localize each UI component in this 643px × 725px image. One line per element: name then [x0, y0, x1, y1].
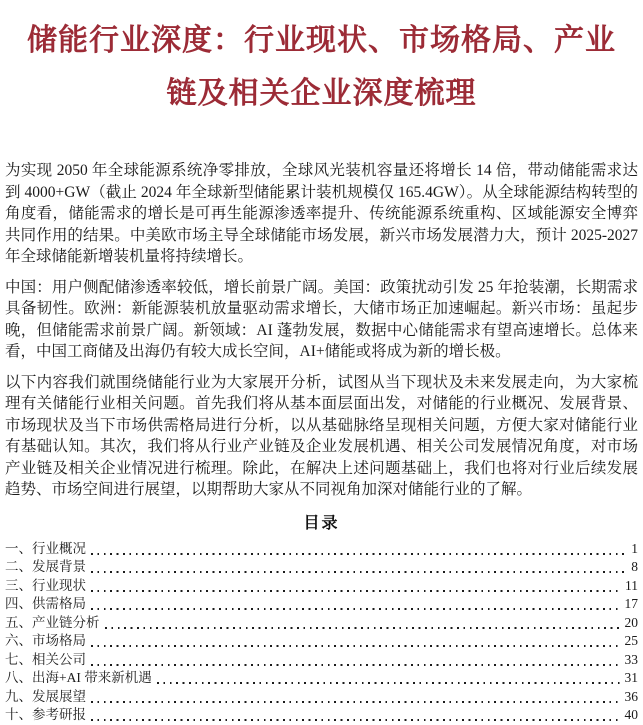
toc-page-number: 17 [624, 596, 638, 611]
report-title [5, 14, 638, 120]
report-title-line-1: 储能行业深度：行业现状、市场格局、产业 [27, 24, 616, 57]
toc-page-number: 1 [631, 540, 638, 556]
toc-item-industry-chain[interactable] [5, 614, 638, 633]
executive-summary [5, 160, 638, 501]
toc-dot-leader [91, 558, 627, 577]
paragraph-global-storage-demand: 为实现 2050 年全球能源系统净零排放，全球风光装机容量还将增长 14 倍，带动储能需求达到 4000+GW（截止 2024 年全球新型储能累计装机规模仅 165.4GW）。从全球能源结构转型的角度看，储能需求的增长是可再生能源渗透率提升、传统能源系统重构、区域能源安全博弈共同作用的结果。中美欧市场主导全球储能市场发展，新兴市场发展潜力大，预计 2025-2027 年全球储能新增装机量将持续增长。 [5, 162, 638, 265]
toc-item-label: 十、参考研报 [5, 707, 86, 722]
toc-dot-leader [91, 577, 621, 596]
toc-item-overseas-ai-opportunities[interactable] [5, 669, 638, 688]
toc-item-industry-overview[interactable] [5, 540, 638, 559]
toc-item-label: 六、市场格局 [5, 633, 86, 648]
toc-dot-leader [157, 669, 621, 688]
paragraph-regional-markets: 中国：用户侧配储渗透率较低，增长前景广阔。美国：政策扰动引发 25 年抢装潮，长期需求具备韧性。欧洲：新能源装机放量驱动需求增长，大储市场正加速崛起。新兴市场：虽起步晚，但储能需求前景广阔。新领域：AI 蓬勃发展，数据中心储能需求有望高速增长。总体来看，中国工商储及出海仍有较大成长空间，AI+储能或将成为新的增长极。 [5, 278, 638, 360]
toc-item-related-companies[interactable] [5, 651, 638, 670]
toc-dot-leader [91, 688, 621, 707]
toc-page-number: 25 [624, 633, 638, 648]
report-page [0, 14, 643, 722]
toc-item-label: 二、发展背景 [5, 559, 86, 574]
toc-dot-leader [91, 540, 627, 559]
toc-item-label: 三、行业现状 [5, 577, 86, 593]
toc-dot-leader [91, 706, 621, 725]
toc-item-industry-status[interactable] [5, 577, 638, 596]
toc-page-number: 40 [624, 707, 638, 722]
toc-item-label: 四、供需格局 [5, 596, 86, 611]
toc-page-number: 33 [624, 651, 638, 667]
toc-dot-leader [105, 614, 621, 633]
toc-page-number: 20 [624, 614, 638, 630]
toc-item-development-background[interactable] [5, 558, 638, 577]
report-title-line-2: 链及相关企业深度梳理 [166, 77, 477, 110]
toc-item-label: 一、行业概况 [5, 540, 86, 556]
toc-item-label: 八、出海+AI 带来新机遇 [5, 670, 152, 685]
toc-dot-leader [91, 632, 621, 651]
toc-item-development-outlook[interactable] [5, 688, 638, 707]
paragraph-report-outline: 以下内容我们就围绕储能行业为大家展开分析，试图从当下现状及未来发展走向，为大家梳理有关储能行业相关问题。首先我们将从基本面层面出发，对储能的行业概况、发展背景、市场现状及当下市场供需格局进行分析，以从基础脉络呈现相关问题，方便大家对储能行业有基础认知。其次，我们将从行业产业链及企业发展机遇、相关公司发展情况角度，对市场产业链及相关企业情况进行梳理。除此，在解决上述问题基础上，我们也将对行业后续发展趋势、市场空间进行展望，以期帮助大家从不同视角加深对储能行业的了解。 [5, 373, 638, 498]
toc-page-number: 36 [624, 688, 638, 704]
toc-item-label: 七、相关公司 [5, 651, 86, 667]
toc-page-number: 8 [631, 559, 638, 574]
toc-item-label: 九、发展展望 [5, 688, 86, 704]
toc-page-number: 11 [625, 577, 638, 593]
toc-list [5, 540, 638, 725]
toc-dot-leader [91, 651, 621, 670]
toc-dot-leader [91, 595, 621, 614]
toc-page-number: 31 [624, 670, 638, 685]
toc-item-supply-demand[interactable] [5, 595, 638, 614]
toc-item-market-landscape[interactable] [5, 632, 638, 651]
toc-heading: 目录 [303, 514, 340, 532]
toc-item-label: 五、产业链分析 [5, 614, 100, 630]
toc-item-reference-reports[interactable] [5, 706, 638, 725]
